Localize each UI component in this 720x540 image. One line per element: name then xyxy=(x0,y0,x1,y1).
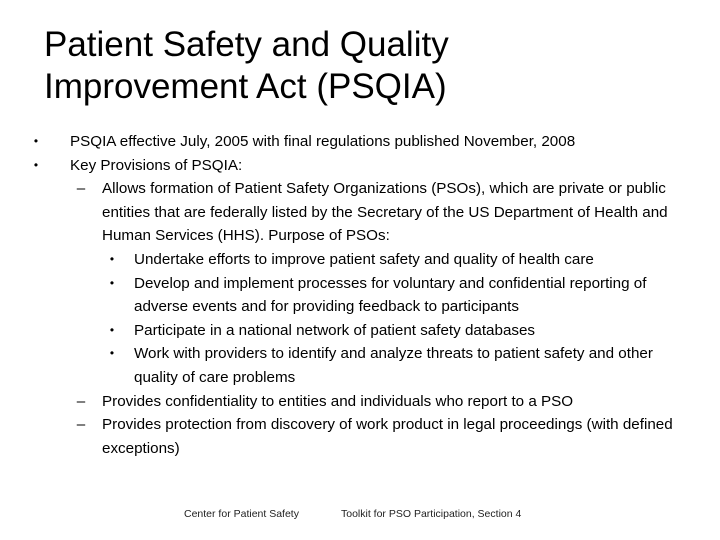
purpose-text: Work with providers to identify and analyze threats to patient safety and other quality of care problems xyxy=(134,345,653,386)
purpose-item xyxy=(30,342,690,389)
purpose-text: Develop and implement processes for voluntary and confidential reporting of adverse events and for providing feedback to participants xyxy=(134,274,647,316)
footer-organization: Center for Patient Safety xyxy=(184,508,299,520)
sub-bullet-item xyxy=(30,390,690,414)
bullet-item xyxy=(30,154,690,178)
footer-section: Toolkit for PSO Participation, Section 4 xyxy=(341,508,522,520)
dash-marker: – xyxy=(76,392,86,410)
dash-marker: – xyxy=(76,416,86,434)
bullet-marker: • xyxy=(109,251,115,266)
title-line-2: Improvement Act (PSQIA) xyxy=(44,67,447,106)
dash-marker: – xyxy=(76,180,86,198)
sub-bullet-text: Provides confidentiality to entities and individuals who report to a PSO xyxy=(102,392,574,410)
sub-bullet-text: Provides protection from discovery of work product in legal proceedings (with defined exceptions) xyxy=(102,416,673,457)
bullet-marker: • xyxy=(109,346,115,361)
bullet-marker: • xyxy=(33,134,39,148)
sub-bullet-item xyxy=(30,177,690,248)
sub-bullet-item xyxy=(30,413,690,460)
purpose-item xyxy=(30,319,690,343)
bullet-item xyxy=(30,130,690,154)
purpose-text: Participate in a national network of patient safety databases xyxy=(134,321,536,339)
bullet-marker: • xyxy=(109,322,115,337)
sub-bullet-text: Allows formation of Patient Safety Organizations (PSOs), which are private or public entities that are federally listed by the Secretary of the US Department of Health and Human Services (HHS). Purpose of PSOs: xyxy=(102,180,668,245)
title-line-1: Patient Safety and Quality xyxy=(44,25,449,64)
bullet-text: PSQIA effective July, 2005 with final regulations published November, 2008 xyxy=(70,133,576,150)
purpose-text: Undertake efforts to improve patient safety and quality of health care xyxy=(134,250,594,268)
purpose-item xyxy=(30,272,690,319)
purpose-item xyxy=(30,248,690,272)
slide-title xyxy=(44,24,684,108)
bullet-marker: • xyxy=(33,157,39,172)
bullet-marker: • xyxy=(109,275,115,290)
bullet-list xyxy=(30,130,690,460)
bullet-text: Key Provisions of PSQIA: xyxy=(70,156,243,174)
